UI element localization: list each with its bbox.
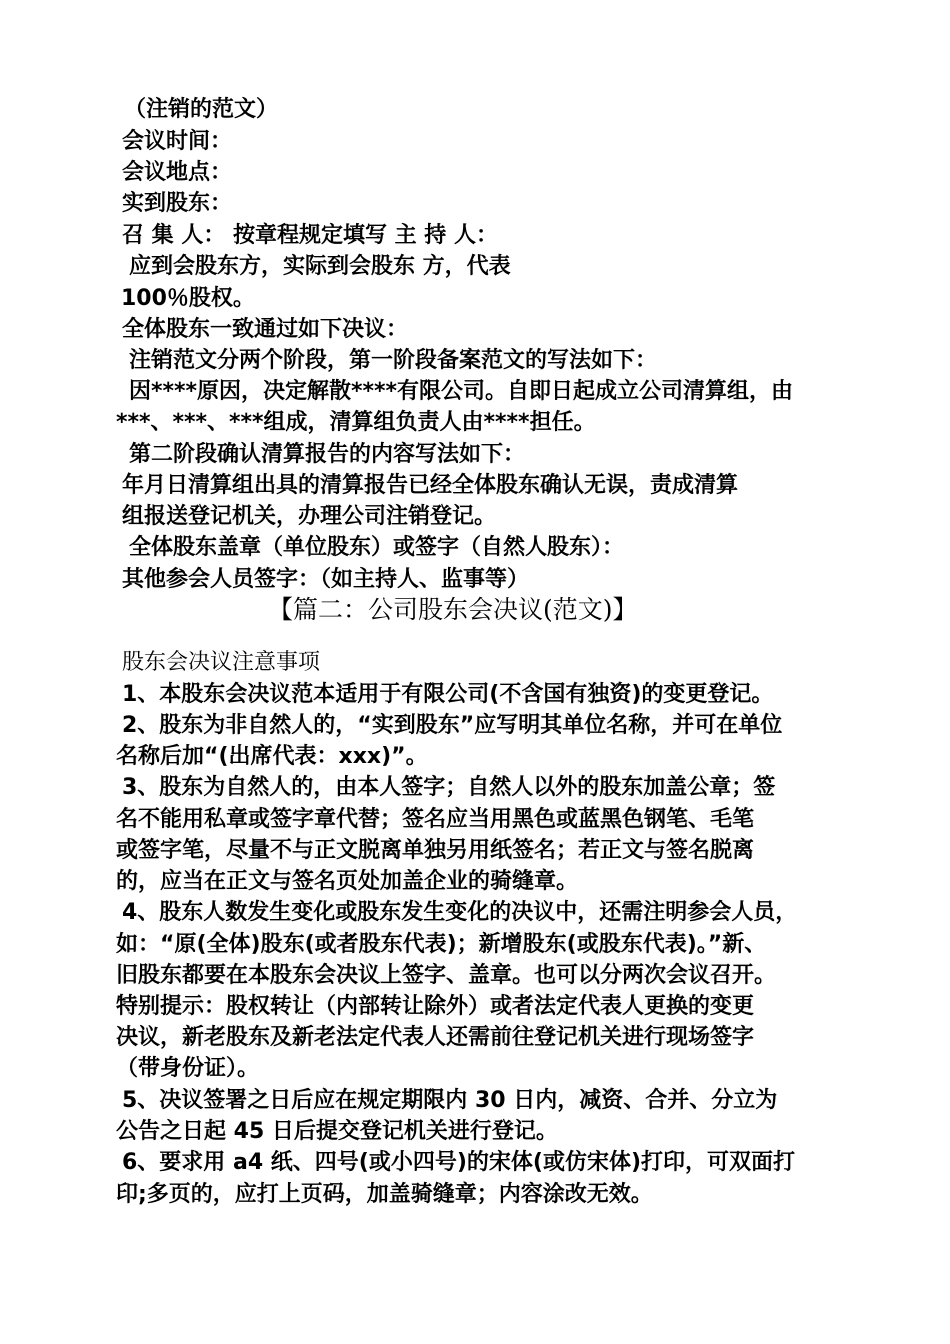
text-line: 决议，新老股东及新老法定代表人还需前往登记机关进行现场签字	[116, 1025, 755, 1050]
text-line: 年月日清算组出具的清算报告已经全体股东确认无误，责成清算	[122, 473, 739, 498]
text-line: ***、***、***组成，清算组负责人由****担任。	[116, 410, 596, 435]
section-heading: 【篇二：公司股东会决议(范文)】	[268, 595, 638, 624]
text-line: （注销的范文）	[124, 97, 279, 122]
text-line: 旧股东都要在本股东会决议上签字、盖章。也可以分两次会议召开。	[116, 963, 777, 988]
text-line: 1、本股东会决议范本适用于有限公司(不含国有独资)的变更登记。	[122, 682, 774, 707]
text-line: 100％股权。	[121, 286, 255, 311]
text-line: 其他参会人员签字：（如主持人、监事等）	[122, 567, 530, 592]
text-line: 2、股东为非自然人的，“实到股东”应写明其单位名称，并可在单位	[122, 713, 783, 738]
text-line: 公告之日起 45 日后提交登记机关进行登记。	[116, 1119, 558, 1144]
text-line: 4、股东人数发生变化或股东发生变化的决议中，还需注明参会人员，	[122, 900, 798, 925]
text-line: 的，应当在正文与签名页处加盖企业的骑缝章。	[116, 869, 579, 894]
text-line: 实到股东：	[122, 191, 233, 216]
text-line: 全体股东盖章（单位股东）或签字（自然人股东）：	[129, 535, 625, 560]
text-line: 或签字笔，尽量不与正文脱离单独另用纸签名；若正文与签名脱离	[116, 838, 755, 863]
text-line: 名称后加“(出席代表：xxx)”。	[116, 744, 428, 769]
text-line: 3、股东为自然人的，由本人签字；自然人以外的股东加盖公章；签	[122, 775, 776, 800]
text-line: 会议地点：	[122, 160, 233, 185]
text-line: 应到会股东方，实际到会股东 方，代表	[129, 254, 511, 279]
text-line: 因****原因，决定解散****有限公司。自即日起成立公司清算组，由	[129, 379, 794, 404]
section-subtitle: 股东会决议注意事项	[122, 650, 321, 675]
text-line: 会议时间：	[122, 129, 233, 154]
text-line: 如：“原(全体)股东(或者股东代表)；新增股东(或股东代表)。”新、	[116, 932, 767, 957]
text-line: 组报送登记机关，办理公司注销登记。	[122, 504, 497, 529]
text-line: 第二阶段确认清算报告的内容写法如下：	[129, 442, 526, 467]
text-line: 全体股东一致通过如下决议：	[122, 317, 409, 342]
text-line: 召 集 人： 按章程规定填写 主 持 人：	[122, 223, 498, 248]
text-line: （带身份证）。	[116, 1056, 260, 1081]
text-line: 5、决议签署之日后应在规定期限内 30 日内，减资、合并、分立为	[122, 1088, 778, 1113]
text-line: 名不能用私章或签字章代替；签名应当用黑色或蓝黑色钢笔、毛笔	[116, 807, 755, 832]
text-line: 印;多页的，应打上页码，加盖骑缝章；内容涂改无效。	[116, 1182, 653, 1207]
text-line: 特别提示：股权转让（内部转让除外）或者法定代表人更换的变更	[116, 994, 755, 1019]
text-line: 6、要求用 a4 纸、四号(或小四号)的宋体(或仿宋体)打印，可双面打	[122, 1150, 796, 1175]
text-line: 注销范文分两个阶段，第一阶段备案范文的写法如下：	[129, 348, 658, 373]
